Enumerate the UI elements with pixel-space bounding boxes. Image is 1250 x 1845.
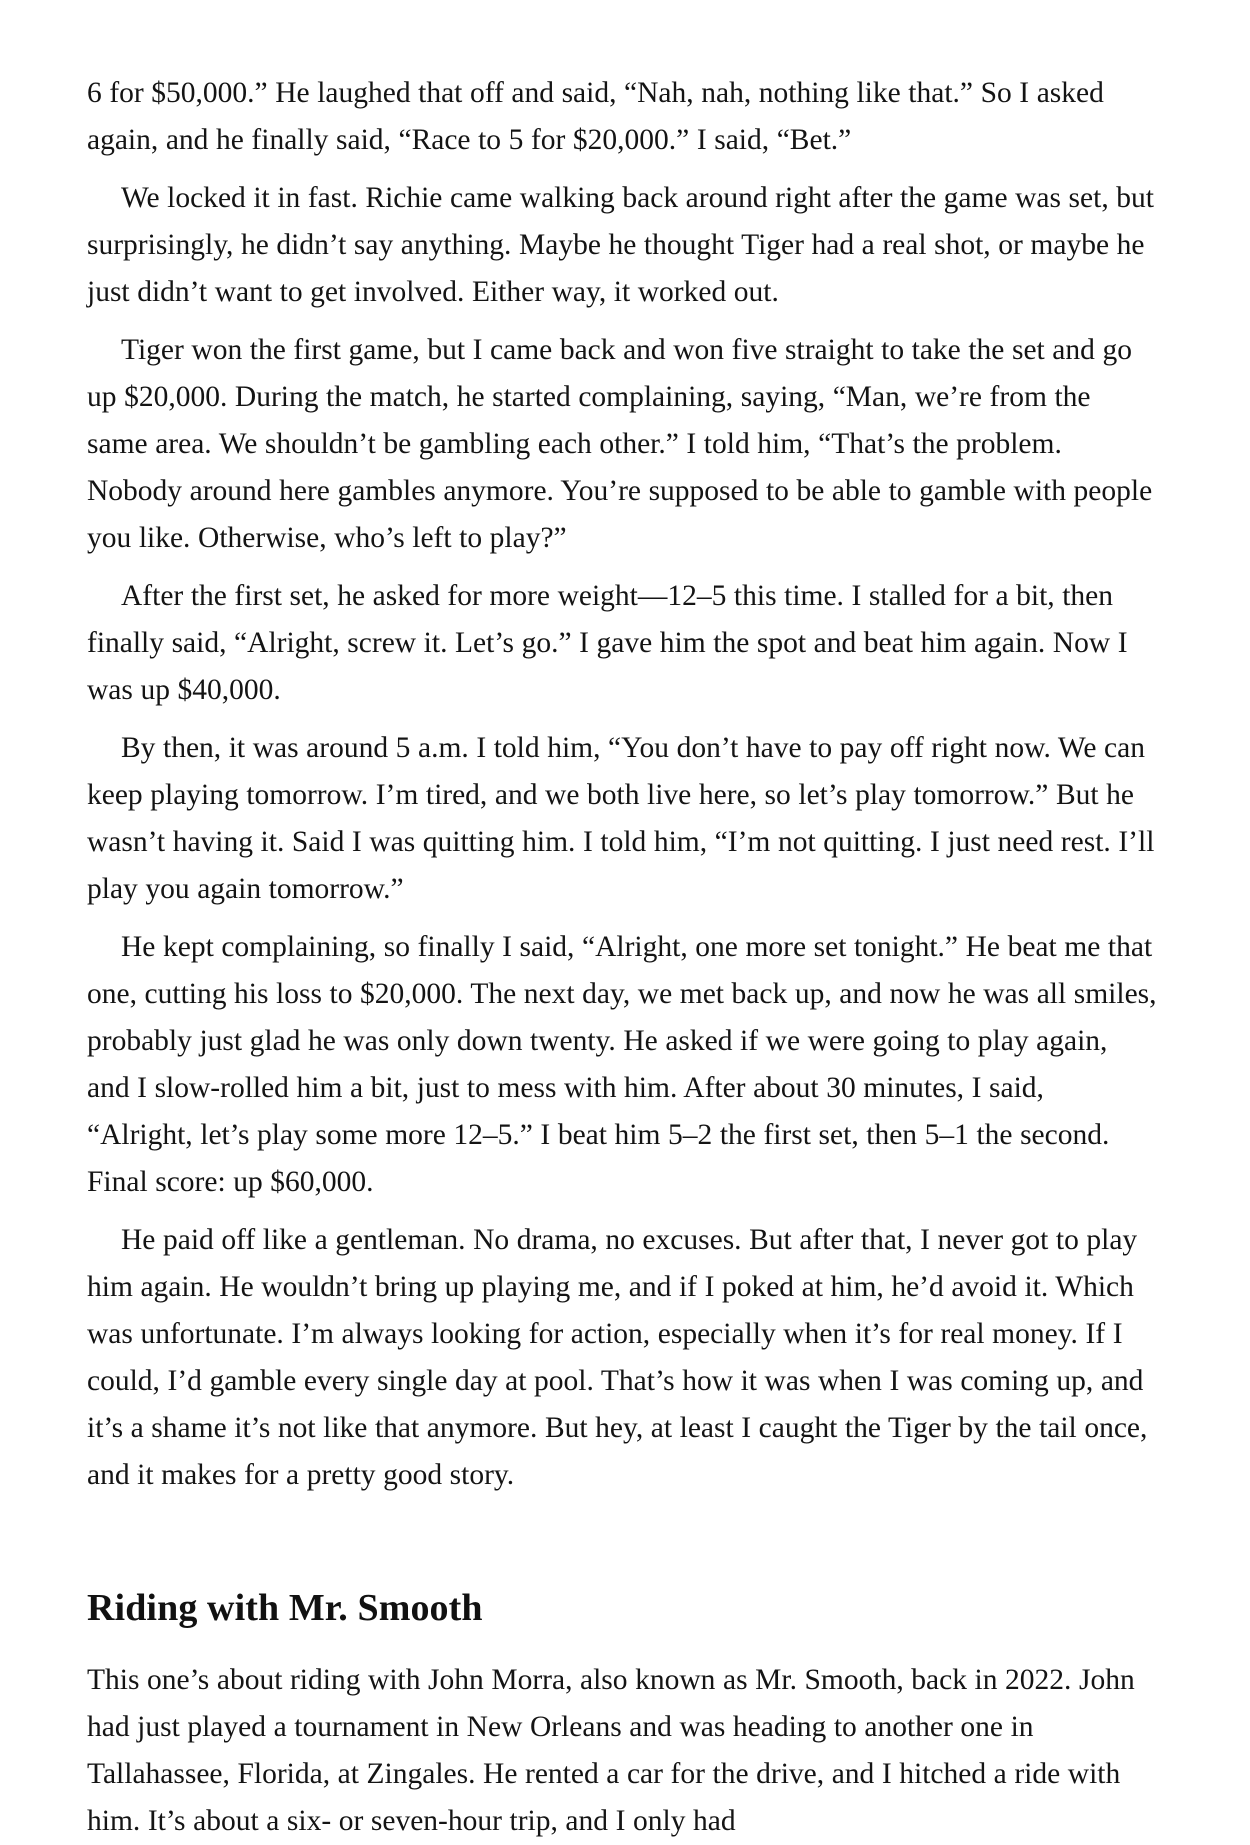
- section-paragraph: This one’s about riding with John Morra, also known as Mr. Smooth, back in 2022. John had just played a tournament in New Orleans and was heading to another one in Tallahassee, Florida, at Zingales. He rented a car for the drive, and I hitched a ride with him. It’s about a six- or seven-hour trip, and I only had: [87, 1664, 1135, 1837]
- paragraph: Tiger won the first game, but I came back and won five straight to take the set and go up $20,000. During the match, he started complaining, saying, “Man, we’re from the same area. We shouldn’t be gambling each other.” I told him, “That’s the problem. Nobody around here gambles anymore. You’re supposed to be able to gamble with people you like. Otherwise, who’s left to play?”: [87, 334, 1153, 554]
- section-heading-block: [87, 1585, 1157, 1631]
- paragraph: He kept complaining, so finally I said, “Alright, one more set tonight.” He beat me that one, cutting his loss to $20,000. The next day, we met back up, and now he was all smiles, probably just glad he was only down twenty. He asked if we were going to play again, and I slow-rolled him a bit, just to mess with him. After about 30 minutes, I said, “Alright, let’s play some more 12–5.” I beat him 5–2 the first set, then 5–1 the second. Final score: up $60,000.: [87, 931, 1157, 1198]
- paragraph: He paid off like a gentleman. No drama, no excuses. But after that, I never got to play him again. He wouldn’t bring up playing me, and if I poked at him, he’d avoid it. Which was unfortunate. I’m always looking for action, especially when it’s for real money. If I could, I’d gamble every single day at pool. That’s how it was when I was coming up, and it’s a shame it’s not like that anymore. But hey, at least I caught the Tiger by the tail once, and it makes for a pretty good story.: [87, 1224, 1148, 1491]
- paragraph-continuation: 6 for $50,000.” He laughed that off and said, “Nah, nah, nothing like that.” So I asked again, and he finally said, “Race to 5 for $20,000.” I said, “Bet.”: [87, 77, 1104, 156]
- section-heading: Riding with Mr. Smooth: [87, 1587, 483, 1629]
- text-column: [87, 70, 1157, 1845]
- paragraph: After the first set, he asked for more weight—12–5 this time. I stalled for a bit, then finally said, “Alright, screw it. Let’s go.” I gave him the spot and beat him again. Now I was up $40,000.: [87, 580, 1128, 706]
- paragraph: By then, it was around 5 a.m. I told him, “You don’t have to pay off right now. We can keep playing tomorrow. I’m tired, and we both live here, so let’s play tomorrow.” But he wasn’t having it. Said I was quitting him. I told him, “I’m not quitting. I just need rest. I’ll play you again tomorrow.”: [87, 732, 1155, 905]
- paragraph: We locked it in fast. Richie came walking back around right after the game was set, but surprisingly, he didn’t say anything. Maybe he thought Tiger had a real shot, or maybe he just didn’t want to get involved. Either way, it worked out.: [87, 182, 1154, 308]
